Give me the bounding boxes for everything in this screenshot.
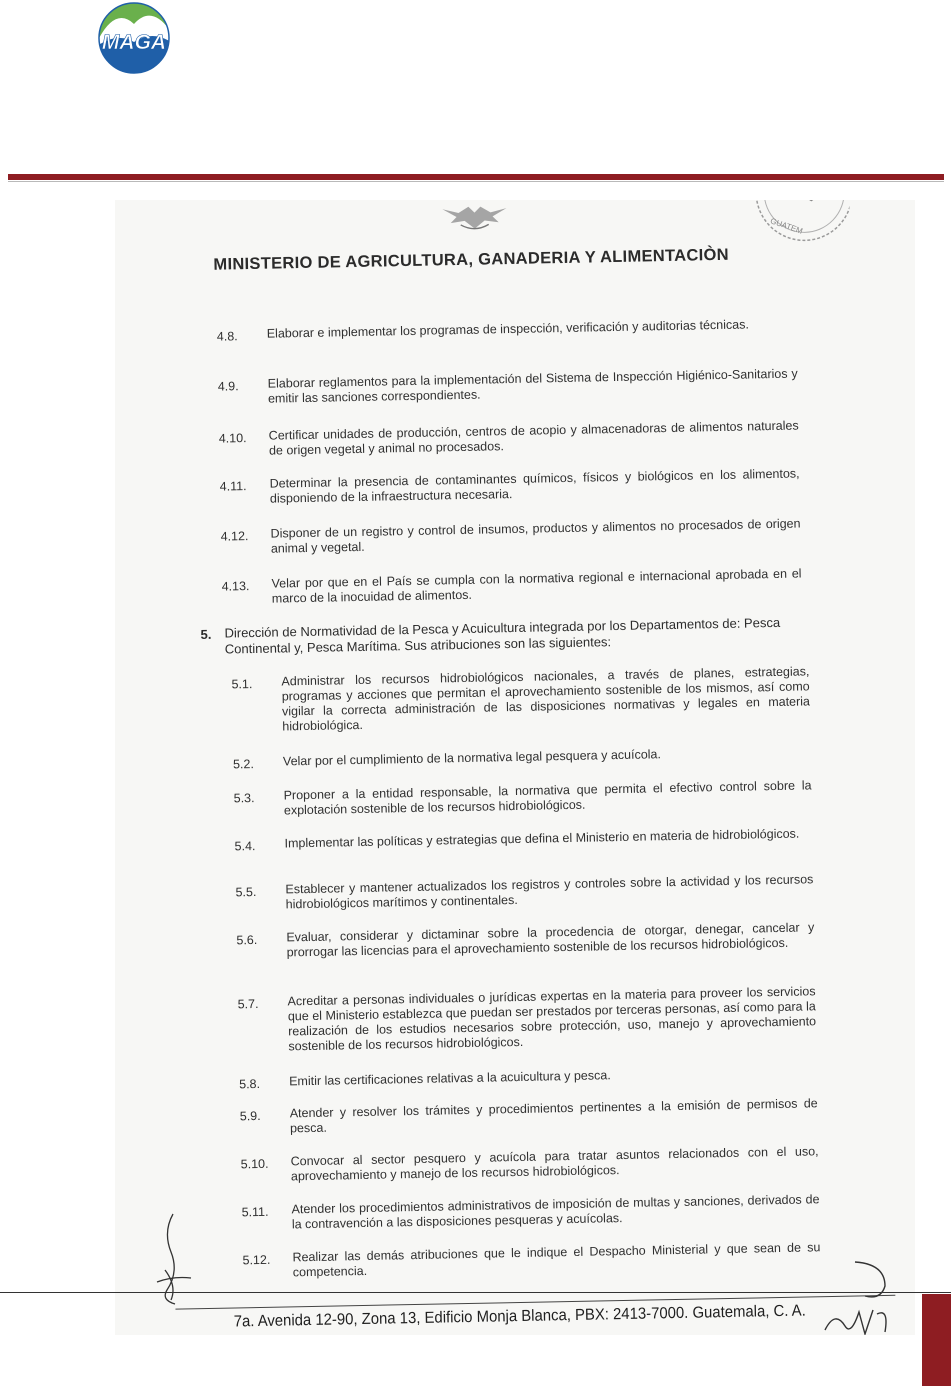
section-text: Dirección de Normatividad de la Pesca y Acuicultura integrada por los Departamentos de: Pesca Continental y, Pesca Marítima. Sus atribuciones son las siguientes:	[224, 614, 781, 657]
footer-rule	[0, 1292, 951, 1293]
item-number: 4.13.	[221, 579, 250, 594]
item-number: 4.9.	[217, 379, 239, 394]
item-text: Proponer a la entidad responsable, la normativa que permita el efectivo control sobre la explotación sostenible de los recursos hidrobiológicos.	[283, 778, 812, 818]
scanned-page-content	[115, 200, 915, 1335]
svg-text:GUATEM: GUATEM	[769, 216, 804, 236]
item-text: Elaborar e implementar los programas de inspección, verificación y auditorias técnicas.	[266, 317, 749, 341]
item-text: Acreditar a personas individuales o jurídicas expertas en la materia para proveer los servicios que el Ministerio establezca que puedan ser prestados por terceras personas, así como para la realización de los estudios necesarios sobre protección, uso, manejo y aprovechamiento sostenible de los recursos hidrobiológicos.	[287, 984, 817, 1054]
maga-logo	[97, 2, 171, 74]
item-number: 5.7.	[237, 996, 259, 1012]
item-number: 5.3.	[233, 791, 255, 806]
coat-of-arms-seal	[434, 202, 515, 234]
initials-mark	[815, 1260, 895, 1335]
item-text: Atender y resolver los trámites y procedimientos pertinentes a la emisión de permisos de pesca.	[289, 1096, 818, 1136]
page-number-block	[922, 1294, 951, 1386]
scanned-page	[115, 200, 915, 1335]
item-text: Velar por que en el País se cumpla con la normativa regional e internacional aprobada en el marco de la inocuidad de alimentos.	[271, 566, 802, 606]
section-number: 5.	[200, 626, 212, 643]
item-number: 5.10.	[240, 1156, 269, 1172]
ministry-title: MINISTERIO DE AGRICULTURA, GANADERIA Y ALIMENTACIÒN	[213, 245, 730, 274]
item-text: Disponer de un registro y control de insumos, productos y alimentos no procesados de origen animal y vegetal.	[270, 516, 801, 556]
item-text: Implementar las políticas y estrategias que defina el Ministerio en materia de hidrobiológicos.	[284, 826, 800, 851]
item-text: Certificar unidades de producción, centros de acopio y almacenadoras de alimentos naturales de origen vegetal y animal no procesados.	[268, 418, 799, 458]
item-number: 5.4.	[234, 838, 256, 854]
item-text: Evaluar, considerar y dictaminar sobre la procedencia de otorgar, denegar, cancelar y prorrogar las licencias para el aprovechamiento sostenible de los recursos hidrobiológicos.	[286, 920, 815, 960]
footer-address: 7a. Avenida 12-90, Zona 13, Edificio Monja Blanca, PBX: 2413-7000. Guatemala, C. A.	[233, 1302, 806, 1331]
item-text: Realizar las demás atribuciones que le indique el Despacho Ministerial y que sean de su competencia.	[292, 1240, 821, 1280]
item-text: Administrar los recursos hidrobiológicos nacionales, a través de planes, estrategias, programas y acciones que permitan el aprovechamiento sostenible de los mismos, así como vigilar la correcta administración de las disposiciones normativas y legales en materia hidrobiológica.	[281, 664, 811, 734]
header-rule	[8, 174, 944, 180]
item-number: 5.2.	[232, 757, 255, 772]
header-rule-thin	[8, 181, 944, 182]
item-number: 4.12.	[220, 529, 249, 544]
item-text: Establecer y mantener actualizados los registros y controles sobre la actividad y los recursos hidrobiológicos marítimos y continentales.	[285, 872, 814, 912]
item-text: Emitir las certificaciones relativas a la acuicultura y pesca.	[288, 1068, 611, 1089]
item-number: 4.10.	[218, 431, 247, 446]
item-number: 5.6.	[236, 932, 258, 948]
item-text: Velar por el cumplimiento de la normativa legal pesquera y acuícola.	[282, 747, 662, 769]
item-number: 4.8.	[216, 329, 238, 344]
stamp-seal	[729, 200, 850, 246]
item-number: 5.5.	[235, 884, 257, 900]
item-number: 5.9.	[239, 1108, 261, 1124]
logo-text: MAGA	[101, 31, 167, 54]
item-number: 5.11.	[241, 1204, 269, 1220]
item-number: 5.1.	[231, 677, 253, 692]
item-text: Atender los procedimientos administrativos de imposición de multas y sanciones, derivados de la contravención a las disposiciones pesqueras y acuícolas.	[291, 1192, 820, 1232]
item-text: Elaborar reglamentos para la implementación del Sistema de Inspección Higiénico-Sanitarios y emitir las sanciones correspondientes.	[267, 366, 798, 406]
item-text: Convocar al sector pesquero y acuícola para tratar asuntos relacionados con el uso, aprovechamiento y manejo de los recursos hidrobiológicos.	[290, 1144, 819, 1184]
item-number: 5.12.	[242, 1252, 271, 1268]
item-text: Determinar la presencia de contaminantes químicos, físicos y biológicos en los alimentos, disponiendo de la infraestructura necesaria.	[269, 466, 800, 506]
item-number: 5.8.	[239, 1076, 261, 1092]
item-number: 4.11.	[219, 479, 247, 494]
